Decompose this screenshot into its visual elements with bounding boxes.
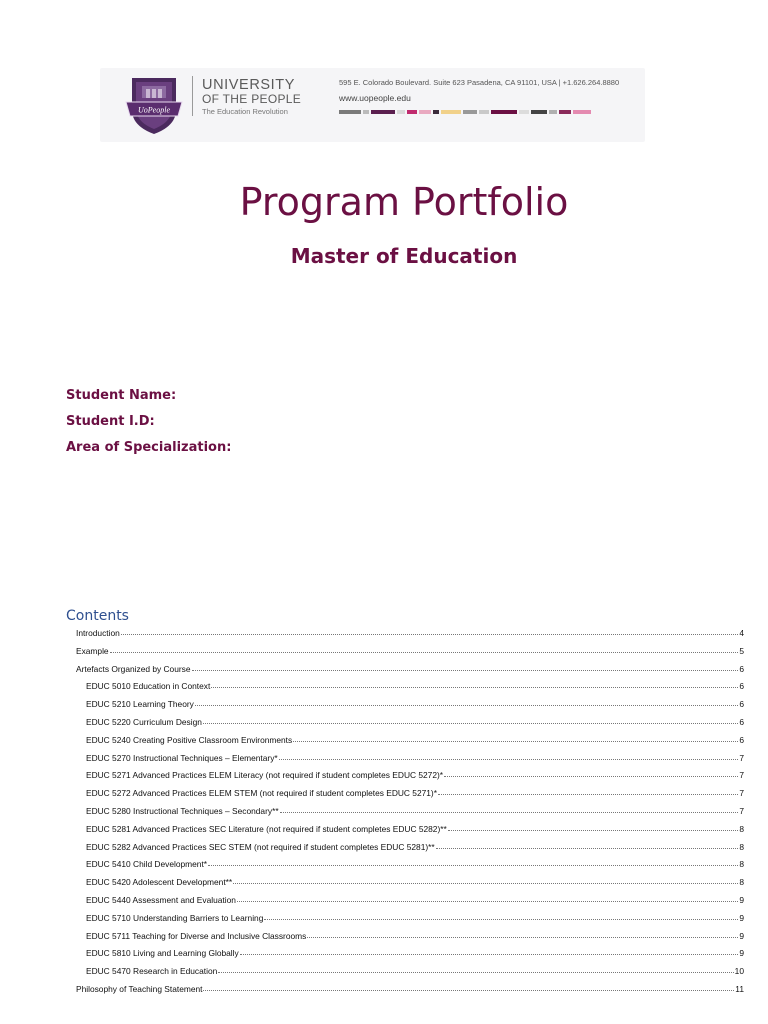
toc-entry-title: EDUC 5440 Assessment and Evaluation <box>86 895 236 905</box>
toc-dot-leader <box>208 865 738 866</box>
toc-dot-leader <box>203 990 734 991</box>
toc-entry-title: EDUC 5010 Education in Context <box>86 681 211 692</box>
toc-entry-title: Philosophy of Teaching Statement <box>76 984 203 994</box>
toc-page-number: 8 <box>739 823 744 834</box>
toc-entry[interactable] <box>86 873 744 887</box>
university-name-line1: UNIVERSITY <box>202 77 296 93</box>
toc-page-number: 11 <box>735 984 744 994</box>
toc-dot-leader <box>436 848 739 849</box>
toc-entry[interactable] <box>86 891 744 905</box>
university-address: 595 E. Colorado Boulevard. Suite 623 Pasadena, CA 91101, USA | +1.626.264.8880 <box>339 78 620 87</box>
toc-dot-leader <box>448 830 739 831</box>
toc-dot-leader <box>203 723 738 724</box>
toc-page-number: 7 <box>739 770 744 781</box>
letterhead <box>100 68 645 142</box>
university-name <box>202 77 317 117</box>
toc-entry-title: EDUC 5711 Teaching for Diverse and Inclusive Classrooms <box>86 930 307 941</box>
stripe-segment <box>531 110 547 114</box>
toc-dot-leader <box>110 652 739 653</box>
stripe-segment <box>407 110 417 114</box>
toc-page-number: 7 <box>739 788 744 799</box>
toc-entry[interactable] <box>76 624 744 638</box>
toc-entry[interactable] <box>86 677 744 691</box>
toc-page-number: 8 <box>739 859 744 870</box>
toc-page-number: 10 <box>734 966 744 977</box>
stripe-segment <box>433 110 439 114</box>
toc-entry-title: EDUC 5270 Instructional Techniques – Elementary* <box>86 752 278 763</box>
stripe-segment <box>549 110 557 114</box>
toc-entry[interactable] <box>86 731 744 745</box>
toc-entry-title: EDUC 5410 Child Development* <box>86 859 208 870</box>
toc-dot-leader <box>438 794 738 795</box>
toc-entry[interactable] <box>86 784 744 798</box>
toc-entry-title: EDUC 5810 Living and Learning Globally <box>86 948 239 959</box>
toc-dot-leader <box>240 954 739 955</box>
toc-entry-title: EDUC 5420 Adolescent Development** <box>86 877 233 888</box>
toc-dot-leader <box>307 937 738 938</box>
toc-entry[interactable] <box>76 660 744 674</box>
toc-entry[interactable] <box>86 695 744 709</box>
toc-entry[interactable] <box>86 927 744 941</box>
toc-entry-title: Artefacts Organized by Course <box>76 663 191 674</box>
toc-entry[interactable] <box>86 766 744 780</box>
toc-entry[interactable] <box>86 749 744 763</box>
stripe-segment <box>463 110 477 114</box>
stripe-segment <box>559 110 571 114</box>
toc-dot-leader <box>211 687 738 688</box>
toc-page-number: 8 <box>739 877 744 888</box>
document-subtitle: Master of Education <box>290 244 518 268</box>
student-name-label: Student Name: <box>66 388 177 403</box>
toc-entry-title: EDUC 5220 Curriculum Design <box>86 717 202 727</box>
toc-page-number: 6 <box>739 663 744 674</box>
toc-entry[interactable] <box>76 642 744 656</box>
toc-dot-leader <box>121 634 739 635</box>
toc-entry[interactable] <box>76 980 744 994</box>
toc-entry[interactable] <box>86 962 744 976</box>
stripe-segment <box>441 110 461 114</box>
university-tagline: The Education Revolution <box>202 107 288 116</box>
toc-page-number: 9 <box>739 930 744 941</box>
toc-entry[interactable] <box>86 855 744 869</box>
toc-entry-title: EDUC 5272 Advanced Practices ELEM STEM (not required if student completes EDUC 5271)* <box>86 788 437 799</box>
toc-entry-title: EDUC 5280 Instructional Techniques – Secondary** <box>86 806 279 816</box>
toc-page-number: 6 <box>739 734 744 745</box>
color-stripe <box>339 110 615 114</box>
toc-entry-title: EDUC 5271 Advanced Practices ELEM Literacy (not required if student completes EDUC 5272)* <box>86 770 444 781</box>
stripe-segment <box>519 110 529 114</box>
toc-entry-title: EDUC 5281 Advanced Practices SEC Literature (not required if student completes EDUC 5282)** <box>86 823 447 834</box>
toc-page-number: 9 <box>739 948 744 959</box>
stripe-segment <box>419 110 431 114</box>
toc-dot-leader <box>280 812 739 813</box>
toc-page-number: 7 <box>739 752 744 763</box>
toc-entry-title: EDUC 5710 Understanding Barriers to Learning <box>86 912 264 923</box>
toc-entry[interactable] <box>86 713 744 727</box>
stripe-segment <box>491 110 517 114</box>
toc-page-number: 4 <box>739 628 744 638</box>
toc-page-number: 7 <box>739 806 744 816</box>
toc-dot-leader <box>264 919 738 920</box>
contents-heading: Contents <box>66 608 129 624</box>
stripe-segment <box>339 110 361 114</box>
toc-entry[interactable] <box>86 802 744 816</box>
toc-dot-leader <box>293 741 738 742</box>
university-name-line2: OF THE PEOPLE <box>202 92 302 106</box>
toc-dot-leader <box>192 670 739 671</box>
toc-page-number: 5 <box>739 645 744 656</box>
toc-dot-leader <box>237 901 738 902</box>
document-title: Program Portfolio <box>239 180 569 224</box>
toc-page-number: 8 <box>739 841 744 852</box>
toc-entry[interactable] <box>86 820 744 834</box>
toc-entry-title: EDUC 5210 Learning Theory <box>86 699 194 710</box>
stripe-segment <box>573 110 591 114</box>
toc-page-number: 9 <box>739 895 744 905</box>
toc-dot-leader <box>218 972 733 973</box>
toc-entry-title: Example <box>76 645 109 656</box>
stripe-segment <box>479 110 489 114</box>
svg-text:UoPeople: UoPeople <box>138 105 170 115</box>
toc-page-number: 6 <box>739 717 744 727</box>
toc-entry[interactable] <box>86 909 744 923</box>
toc-page-number: 6 <box>739 681 744 692</box>
toc-entry-title: Introduction <box>76 628 120 638</box>
toc-page-number: 6 <box>739 699 744 710</box>
toc-entry-title: EDUC 5282 Advanced Practices SEC STEM (not required if student completes EDUC 5281)** <box>86 841 435 852</box>
toc-entry-title: EDUC 5470 Research in Education <box>86 966 218 977</box>
toc-entry[interactable] <box>86 838 744 852</box>
stripe-segment <box>371 110 395 114</box>
university-website[interactable]: www.uopeople.edu <box>339 93 411 103</box>
toc-dot-leader <box>279 759 739 760</box>
letterhead-divider <box>192 76 193 116</box>
toc-entry-title: EDUC 5240 Creating Positive Classroom Environments <box>86 734 293 745</box>
specialization-label: Area of Specialization: <box>66 440 232 455</box>
toc-entry[interactable] <box>86 944 744 958</box>
toc-dot-leader <box>233 883 738 884</box>
stripe-segment <box>363 110 369 114</box>
toc-dot-leader <box>444 776 738 777</box>
student-id-label: Student I.D: <box>66 414 155 429</box>
toc-page-number: 9 <box>739 912 744 923</box>
toc-dot-leader <box>195 705 738 706</box>
university-seal-logo <box>124 72 184 136</box>
stripe-segment <box>397 110 405 114</box>
